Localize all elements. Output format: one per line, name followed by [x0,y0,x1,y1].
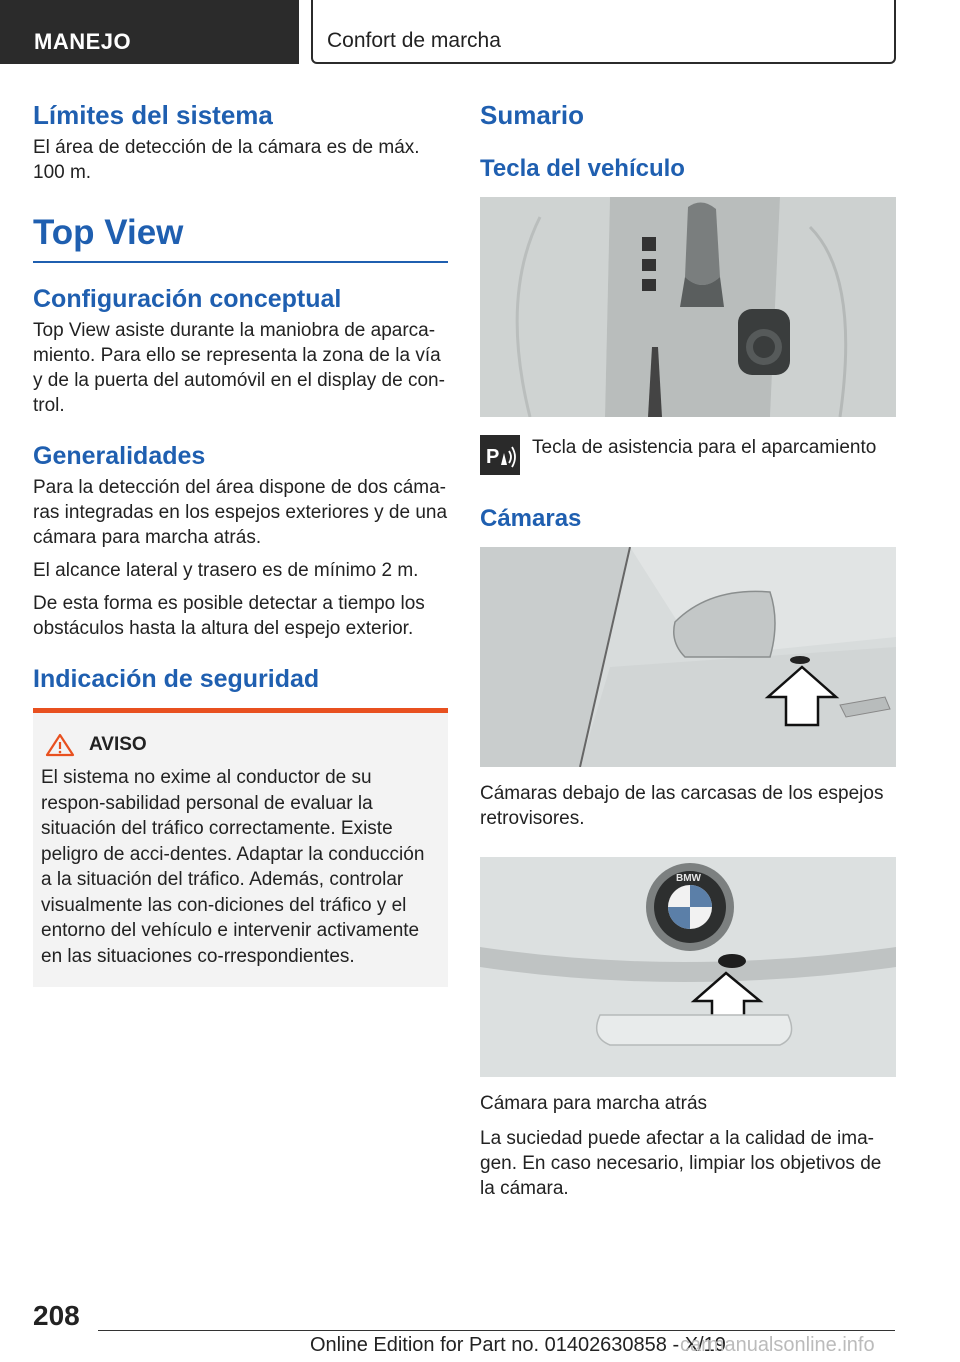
rear-camera-caption: Cámara para marcha atrás [480,1093,708,1114]
mirror-camera-image [480,547,896,767]
safety-heading: Indicación de seguridad [33,665,320,693]
rear-camera-image [480,857,896,1077]
topview-heading: Top View [33,213,448,263]
warning-triangle-icon [45,733,75,757]
general-text-1: Para la detección del área dispone de dos cáma-ras integradas en los espejos exteriores y de una cámara para marcha atrás. [33,477,448,548]
footer-divider [98,1330,895,1331]
limits-heading: Límites del sistema [33,100,273,130]
mirror-camera-caption: Cámaras debajo de las carcasas de los espejos retrovisores. [480,783,884,829]
summary-heading: Sumario [480,100,585,130]
footer-edition: Online Edition for Part no. 01402630858 - X/19 [310,1334,726,1356]
warning-title [41,733,440,757]
warning-box [33,708,448,987]
park-assist-icon [480,435,520,475]
svg-text:P: P [486,446,500,468]
dirt-text: La suciedad puede afectar a la calidad de ima-gen. En caso necesario, limpiar los objetivos de la cámara. [480,1128,882,1199]
section-title: MANEJO [34,29,132,54]
header-section-tab [0,0,299,64]
key-heading: Tecla del vehículo [480,155,685,182]
footer-watermark: carmanualsonline.info [680,1334,875,1356]
general-heading: Generalidades [33,442,206,470]
right-column [480,100,896,1201]
svg-text:BMW: BMW [676,873,701,884]
left-column [33,100,448,987]
park-assist-label: Tecla de asistencia para el aparcamiento [532,437,877,458]
chapter-title: Confort de marcha [327,29,501,52]
concept-text: Top View asiste durante la maniobra de aparca-miento. Para ello se representa la zona de la vía y de la puerta del automóvil en el display de con-trol. [33,320,445,416]
concept-heading: Configuración conceptual [33,285,342,313]
limits-text: El área de detección de la cámara es de máx. 100 m. [33,137,420,183]
park-assist-key-row [480,435,896,475]
cameras-heading: Cámaras [480,505,582,532]
warning-label: AVISO [89,734,147,755]
warning-text: El sistema no exime al conductor de su respon-sabilidad personal de evaluar la situación del tráfico correctamente. Existe peligro de acci-dentes. Adaptar la conducción a la situación del tráfico. Además, controlar visualmente las con-diciones del tráfico y el entorno del vehículo e intervenir activamente en las situaciones co-rrespondientes. [41,767,425,967]
header-chapter-tab [311,0,896,64]
general-text-2: El alcance lateral y trasero es de mínimo 2 m. [33,560,419,581]
general-text-3: De esta forma es posible detectar a tiempo los obstáculos hasta la altura del espejo exterior. [33,593,425,639]
center-console-image [480,197,896,417]
page-number: 208 [33,1300,80,1331]
